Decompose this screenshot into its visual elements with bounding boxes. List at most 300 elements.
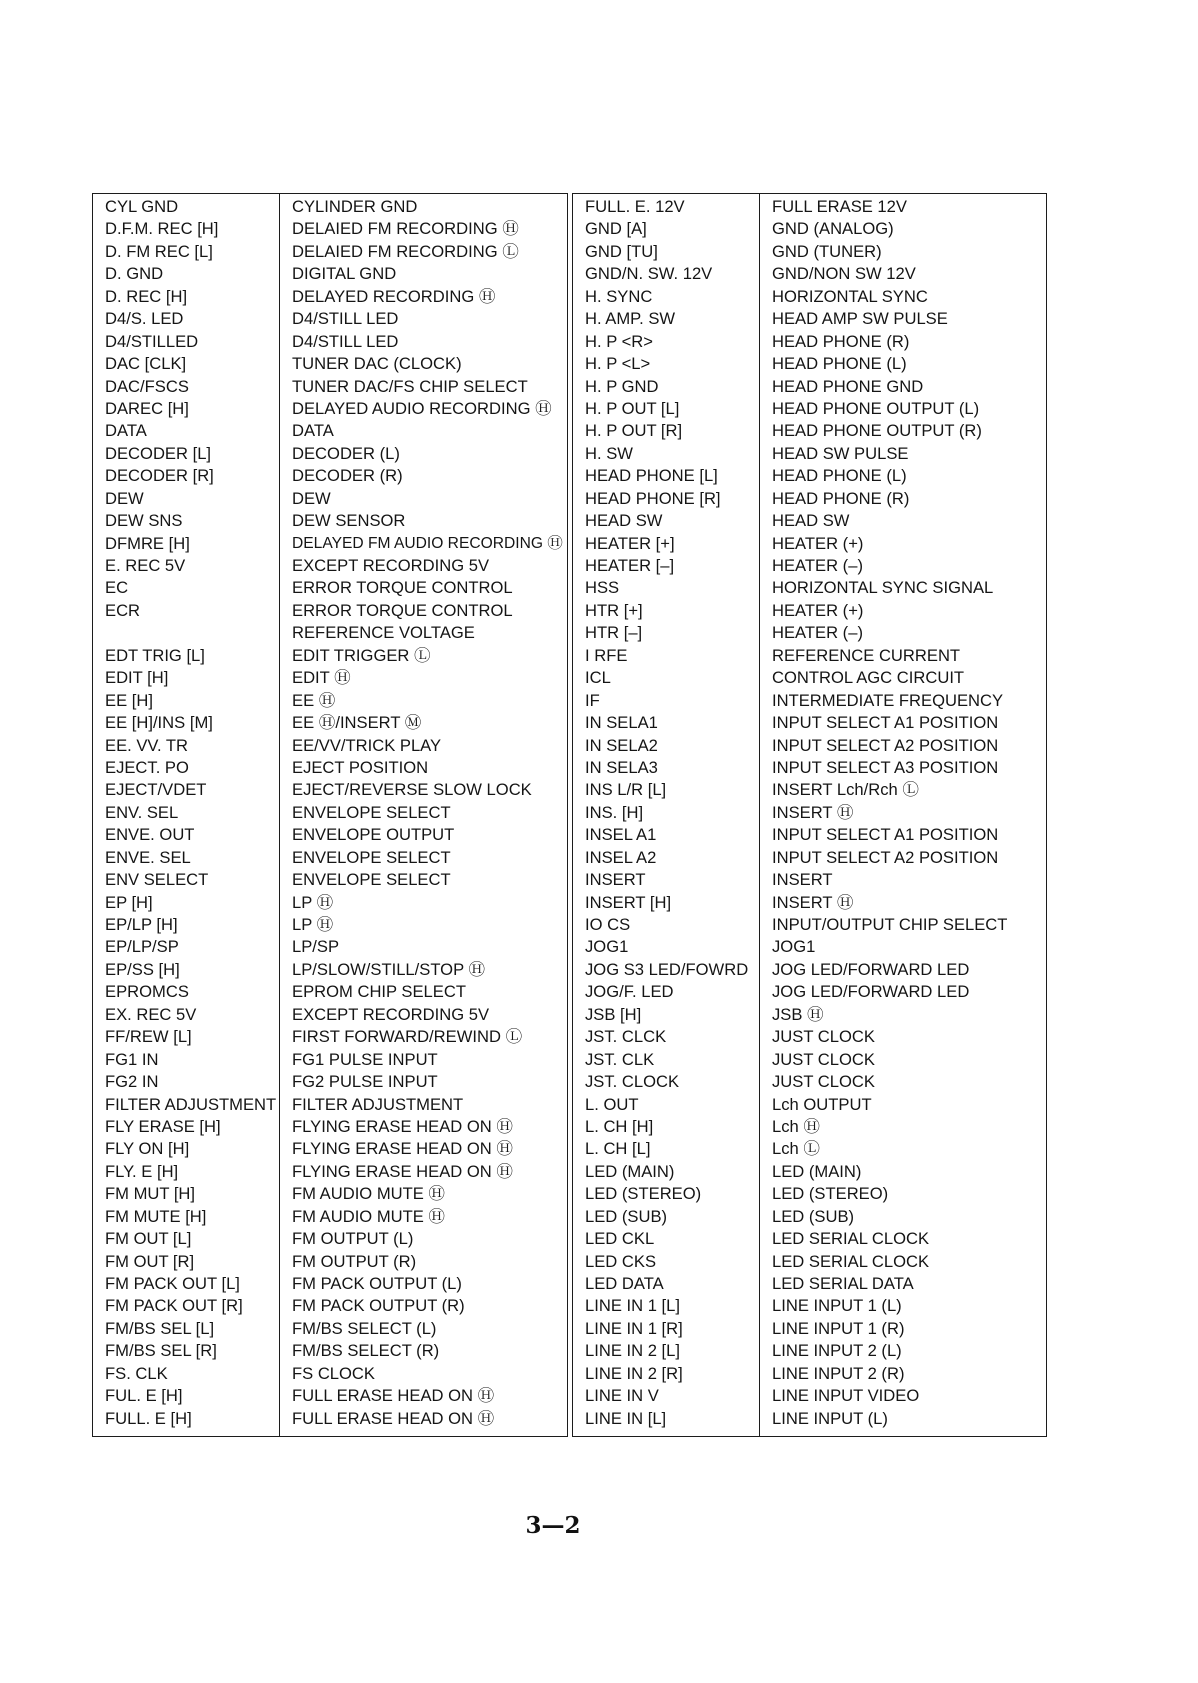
abbreviation-cell: ECR <box>105 600 141 620</box>
abbreviation-cell: H. SYNC <box>585 286 653 306</box>
table-row <box>93 600 567 622</box>
table-row <box>573 892 1046 914</box>
abbreviation-cell: EJECT. PO <box>105 757 189 777</box>
table-row <box>93 735 567 757</box>
table-body <box>93 196 567 1430</box>
description-cell: HEAD PHONE (L) <box>772 466 907 486</box>
abbreviation-cell: FLY ERASE [H] <box>105 1116 221 1136</box>
description-cell: JOG LED/FORWARD LED <box>772 959 970 979</box>
description-cell: FIRST FORWARD/REWIND Ⓛ <box>292 1027 523 1047</box>
description-cell: Lch Ⓗ <box>772 1116 820 1136</box>
abbreviation-cell: EE [H] <box>105 690 153 710</box>
description-cell: HEAD PHONE OUTPUT (L) <box>772 398 980 418</box>
table-row <box>93 1049 567 1071</box>
description-cell: EXCEPT RECORDING 5V <box>292 1004 490 1024</box>
abbreviation-cell: ENVE. OUT <box>105 825 195 845</box>
table-row <box>93 645 567 667</box>
description-cell: EPROM CHIP SELECT <box>292 982 466 1002</box>
table-row <box>573 308 1046 330</box>
description-cell: EDIT TRIGGER Ⓛ <box>292 645 431 665</box>
abbreviation-cell: INS. [H] <box>585 802 644 822</box>
table-row <box>573 981 1046 1003</box>
abbreviation-cell: HEAD PHONE [L] <box>585 466 718 486</box>
abbreviation-cell: FM OUT [L] <box>105 1229 192 1249</box>
table-row <box>573 757 1046 779</box>
abbreviation-cell: EX. REC 5V <box>105 1004 197 1024</box>
table-row <box>573 263 1046 285</box>
description-cell: FULL ERASE HEAD ON Ⓗ <box>292 1386 495 1406</box>
description-cell: INPUT SELECT A1 POSITION <box>772 825 999 845</box>
description-cell: FM PACK OUTPUT (L) <box>292 1274 462 1293</box>
abbreviation-cell: FF/REW [L] <box>105 1027 192 1047</box>
abbreviation-cell: D4/STILLED <box>105 331 199 351</box>
description-cell: INPUT SELECT A2 POSITION <box>772 735 999 755</box>
table-row <box>573 533 1046 555</box>
abbreviation-cell: FM MUT [H] <box>105 1184 196 1204</box>
description-cell: HORIZONTAL SYNC SIGNAL <box>772 578 994 598</box>
abbreviation-cell: H. P OUT [R] <box>585 421 683 441</box>
description-cell: INSERT Ⓗ <box>772 892 854 912</box>
table-row <box>93 1183 567 1205</box>
description-cell: LINE INPUT 1 (R) <box>772 1318 905 1338</box>
table-body <box>573 196 1046 1430</box>
description-cell: JUST CLOCK <box>772 1027 875 1047</box>
abbreviation-cell: IF <box>585 690 600 710</box>
abbreviation-cell: HEATER [+] <box>585 533 675 553</box>
description-cell: TUNER DAC/FS CHIP SELECT <box>292 376 528 396</box>
description-cell: EJECT POSITION <box>292 757 429 777</box>
description-cell: FM OUTPUT (R) <box>292 1251 417 1271</box>
table-row <box>93 577 567 599</box>
table-row <box>93 1273 567 1295</box>
description-cell: HEATER (–) <box>772 556 863 575</box>
abbreviation-cell: FG1 IN <box>105 1049 159 1069</box>
description-cell: REFERENCE CURRENT <box>772 645 961 665</box>
description-cell: DELAIED FM RECORDING Ⓗ <box>292 219 519 239</box>
description-cell: EE/VV/TRICK PLAY <box>292 735 442 755</box>
description-cell: LED (STEREO) <box>772 1184 889 1204</box>
abbreviation-cell: EE [H]/INS [M] <box>105 713 213 733</box>
table-row <box>93 443 567 465</box>
description-cell: INTERMEDIATE FREQUENCY <box>772 690 1004 710</box>
table-row <box>573 1116 1046 1138</box>
abbreviation-cell: INS L/R [L] <box>585 780 667 800</box>
description-cell: D4/STILL LED <box>292 309 399 329</box>
description-cell: EE Ⓗ <box>292 690 336 710</box>
abbreviation-cell: DAC/FSCS <box>105 376 189 396</box>
description-cell: DELAYED RECORDING Ⓗ <box>292 286 496 306</box>
table-row <box>93 802 567 824</box>
table-row <box>93 981 567 1003</box>
abbreviation-cell: HEATER [–] <box>585 556 675 575</box>
abbreviation-cell: FM MUTE [H] <box>105 1206 207 1226</box>
abbreviation-cell: CYL GND <box>105 197 179 216</box>
table-row <box>573 712 1046 734</box>
table-row <box>93 936 567 958</box>
table-row <box>93 959 567 981</box>
description-cell: LED (SUB) <box>772 1206 855 1226</box>
table-row <box>573 1094 1046 1116</box>
description-cell: EDIT Ⓗ <box>292 668 351 688</box>
abbreviation-cell: EPROMCS <box>105 982 189 1002</box>
abbreviation-cell: D. GND <box>105 264 164 284</box>
table-row <box>93 690 567 712</box>
description-cell: INPUT/OUTPUT CHIP SELECT <box>772 915 1008 934</box>
abbreviation-cell: H. SW <box>585 443 633 463</box>
table-row <box>573 241 1046 263</box>
abbreviation-cell: GND/N. SW. 12V <box>585 264 713 284</box>
table-row <box>93 1071 567 1093</box>
abbreviation-cell: FUL. E [H] <box>105 1386 183 1406</box>
table-row <box>573 1318 1046 1340</box>
abbreviation-cell: EDIT [H] <box>105 668 169 688</box>
description-cell: LP/SLOW/STILL/STOP Ⓗ <box>292 959 486 979</box>
abbreviation-cell: DECODER [R] <box>105 466 214 486</box>
description-cell: EJECT/REVERSE SLOW LOCK <box>292 780 532 800</box>
table-row <box>93 308 567 330</box>
abbreviation-cell <box>93 622 279 644</box>
table-row <box>573 286 1046 308</box>
abbreviation-cell: H. P GND <box>585 376 659 396</box>
abbreviation-cell: D. FM REC [L] <box>105 241 213 261</box>
abbreviation-cell: ICL <box>585 668 611 688</box>
table-row <box>573 218 1046 240</box>
description-cell: LED (MAIN) <box>772 1161 862 1181</box>
table-row <box>93 622 567 644</box>
table-row <box>93 847 567 869</box>
abbreviation-cell: FILTER ADJUSTMENT <box>105 1094 277 1114</box>
abbreviation-cell: JST. CLOCK <box>585 1072 680 1092</box>
description-cell: DEW <box>292 488 331 508</box>
table-row <box>573 1071 1046 1093</box>
table-row <box>93 1228 567 1250</box>
description-cell: INPUT SELECT A2 POSITION <box>772 847 999 867</box>
abbreviation-cell: LED (STEREO) <box>585 1184 702 1204</box>
table-row <box>93 353 567 375</box>
table-row <box>93 1026 567 1048</box>
abbreviation-cell: JOG1 <box>585 937 629 957</box>
table-row <box>573 667 1046 689</box>
table-row <box>573 1206 1046 1228</box>
abbreviation-cell: H. P <L> <box>585 354 651 374</box>
table-row <box>573 1049 1046 1071</box>
abbreviation-cell: FULL. E [H] <box>105 1408 192 1428</box>
description-cell: INSERT Lch/Rch Ⓛ <box>772 780 919 800</box>
table-row <box>573 443 1046 465</box>
description-cell: FM OUTPUT (L) <box>292 1229 414 1249</box>
abbreviation-cell: FM OUT [R] <box>105 1251 195 1271</box>
description-cell: DELAYED FM AUDIO RECORDING Ⓗ <box>292 534 563 552</box>
description-cell: LED SERIAL CLOCK <box>772 1229 930 1249</box>
table-row <box>573 1161 1046 1183</box>
description-cell: FG2 PULSE INPUT <box>292 1072 438 1092</box>
description-cell: LED SERIAL CLOCK <box>772 1251 930 1271</box>
abbreviation-cell: FS. CLK <box>105 1363 168 1383</box>
description-cell: HEAD PHONE (R) <box>772 331 910 351</box>
abbreviation-cell: FLY ON [H] <box>105 1139 190 1159</box>
abbreviation-cell: H. AMP. SW <box>585 309 676 329</box>
description-cell: ENVELOPE SELECT <box>292 802 451 822</box>
table-row <box>573 555 1046 577</box>
table-row <box>573 510 1046 532</box>
description-cell: CONTROL AGC CIRCUIT <box>772 668 965 688</box>
abbreviation-table-left <box>92 193 568 1437</box>
table-row <box>93 1340 567 1362</box>
abbreviation-cell: JOG S3 LED/FOWRD <box>585 959 749 979</box>
description-cell: DECODER (R) <box>292 466 403 486</box>
description-cell: FG1 PULSE INPUT <box>292 1049 438 1069</box>
table-row <box>573 376 1046 398</box>
description-cell: HEAD PHONE (L) <box>772 354 907 374</box>
table-row <box>573 1363 1046 1385</box>
abbreviation-cell: FLY. E [H] <box>105 1161 179 1181</box>
table-row <box>93 1385 567 1407</box>
table-row <box>93 824 567 846</box>
description-cell: HEATER (+) <box>772 533 864 553</box>
table-row <box>573 1026 1046 1048</box>
abbreviation-cell: EC <box>105 578 129 598</box>
table-row <box>93 420 567 442</box>
abbreviation-cell: LINE IN 2 [R] <box>585 1363 683 1383</box>
abbreviation-cell: EP/LP/SP <box>105 937 179 957</box>
table-row <box>573 779 1046 801</box>
description-cell: DELAYED AUDIO RECORDING Ⓗ <box>292 398 552 418</box>
table-row <box>93 712 567 734</box>
table-row <box>573 802 1046 824</box>
description-cell: GND (ANALOG) <box>772 219 894 239</box>
table-row <box>93 667 567 689</box>
abbreviation-cell: IN SELA3 <box>585 757 658 777</box>
abbreviation-cell: ENV SELECT <box>105 870 209 890</box>
description-cell: LP Ⓗ <box>292 892 334 912</box>
abbreviation-cell: LINE IN [L] <box>585 1408 667 1428</box>
abbreviation-cell: JOG/F. LED <box>585 982 674 1002</box>
description-cell: INPUT SELECT A1 POSITION <box>772 713 999 733</box>
abbreviation-cell: H. P OUT [L] <box>585 398 680 418</box>
table-row <box>93 533 567 555</box>
abbreviation-cell: INSEL A1 <box>585 825 657 845</box>
table-row <box>573 1251 1046 1273</box>
abbreviation-cell: EP/SS [H] <box>105 959 180 979</box>
description-cell: ERROR TORQUE CONTROL <box>292 600 513 620</box>
table-row <box>93 757 567 779</box>
description-cell: ENVELOPE OUTPUT <box>292 825 455 845</box>
description-cell: CYLINDER GND <box>292 197 418 216</box>
abbreviation-cell: LINE IN 2 [L] <box>585 1341 680 1361</box>
table-row <box>573 1340 1046 1362</box>
description-cell: D4/STILL LED <box>292 331 399 351</box>
table-row <box>93 196 567 218</box>
description-cell: ERROR TORQUE CONTROL <box>292 578 513 598</box>
description-cell: FM/BS SELECT (L) <box>292 1318 437 1338</box>
table-row <box>573 936 1046 958</box>
table-row <box>573 577 1046 599</box>
description-cell: LINE INPUT VIDEO <box>772 1386 920 1406</box>
description-cell: HEAD SW PULSE <box>772 443 909 463</box>
abbreviation-cell: EP [H] <box>105 892 153 912</box>
abbreviation-cell: HEAD SW <box>585 511 663 531</box>
description-cell: JOG LED/FORWARD LED <box>772 982 970 1002</box>
table-row <box>573 645 1046 667</box>
description-cell: LP/SP <box>292 937 340 957</box>
description-cell: FS CLOCK <box>292 1363 375 1383</box>
table-row <box>573 1228 1046 1250</box>
abbreviation-cell: JST. CLCK <box>585 1027 667 1047</box>
abbreviation-cell: FM/BS SEL [L] <box>105 1318 215 1338</box>
abbreviation-cell: IN SELA1 <box>585 713 658 733</box>
abbreviation-cell: LINE IN V <box>585 1386 659 1406</box>
description-cell: LP Ⓗ <box>292 915 334 934</box>
abbreviation-cell: D4/S. LED <box>105 309 184 329</box>
table-row <box>573 1004 1046 1026</box>
description-cell: Lch OUTPUT <box>772 1094 872 1114</box>
description-cell: JSB Ⓗ <box>772 1004 824 1024</box>
table-row <box>573 1273 1046 1295</box>
description-cell: LINE INPUT 2 (R) <box>772 1363 905 1383</box>
table-row <box>93 1318 567 1340</box>
description-cell: HEATER (+) <box>772 600 864 620</box>
description-cell: HEAD AMP SW PULSE <box>772 309 948 329</box>
table-row <box>93 286 567 308</box>
description-cell: DIGITAL GND <box>292 264 397 284</box>
description-cell: DEW SENSOR <box>292 511 406 531</box>
description-cell: TUNER DAC (CLOCK) <box>292 354 462 374</box>
table-row <box>93 1251 567 1273</box>
abbreviation-cell: EJECT/VDET <box>105 780 207 800</box>
description-cell: ENVELOPE SELECT <box>292 870 451 890</box>
table-row <box>93 488 567 510</box>
description-cell: ENVELOPE SELECT <box>292 847 451 867</box>
table-row <box>573 196 1046 218</box>
description-cell: HEATER (–) <box>772 623 863 643</box>
abbreviation-cell: H. P <R> <box>585 331 653 351</box>
table-row <box>93 1138 567 1160</box>
table-row <box>573 353 1046 375</box>
description-cell: DECODER (L) <box>292 443 400 463</box>
table-row <box>573 1183 1046 1205</box>
abbreviation-table-right <box>572 193 1047 1437</box>
table-row <box>93 1295 567 1317</box>
table-row <box>93 892 567 914</box>
abbreviation-cell: IO CS <box>585 915 631 934</box>
abbreviation-cell: HSS <box>585 578 620 598</box>
description-cell: HORIZONTAL SYNC <box>772 286 928 306</box>
table-row <box>93 914 567 936</box>
table-row <box>573 735 1046 757</box>
abbreviation-cell: ENVE. SEL <box>105 847 191 867</box>
table-row <box>573 959 1046 981</box>
description-cell: INSERT <box>772 870 833 890</box>
abbreviation-cell: JST. CLK <box>585 1049 655 1069</box>
abbreviation-cell: INSEL A2 <box>585 847 657 867</box>
table-row <box>93 1161 567 1183</box>
description-cell: GND (TUNER) <box>772 241 882 261</box>
abbreviation-cell: L. CH [H] <box>585 1116 654 1136</box>
description-cell: INPUT SELECT A3 POSITION <box>772 757 999 777</box>
table-row <box>573 914 1046 936</box>
abbreviation-cell: EE. VV. TR <box>105 735 189 755</box>
description-cell: DATA <box>292 421 334 441</box>
description-cell: REFERENCE VOLTAGE <box>292 623 475 643</box>
description-cell: FLYING ERASE HEAD ON Ⓗ <box>292 1161 513 1181</box>
abbreviation-cell: JSB [H] <box>585 1004 642 1024</box>
description-cell: Lch Ⓛ <box>772 1139 820 1159</box>
table-row <box>573 488 1046 510</box>
table-row <box>93 869 567 891</box>
abbreviation-cell: HEAD PHONE [R] <box>585 488 721 508</box>
abbreviation-cell: LED DATA <box>585 1274 664 1293</box>
abbreviation-cell: LINE IN 1 [L] <box>585 1296 680 1316</box>
abbreviation-cell: I RFE <box>585 645 628 665</box>
description-cell: EXCEPT RECORDING 5V <box>292 556 490 575</box>
table-row <box>93 398 567 420</box>
table-row <box>93 1408 567 1430</box>
table-row <box>573 824 1046 846</box>
table-row <box>573 398 1046 420</box>
abbreviation-cell: DFMRE [H] <box>105 533 190 553</box>
abbreviation-cell: L. CH [L] <box>585 1139 651 1159</box>
abbreviation-cell: DATA <box>105 421 147 441</box>
abbreviation-cell: GND [TU] <box>585 241 658 261</box>
table-row <box>93 555 567 577</box>
abbreviation-cell: FULL. E. 12V <box>585 197 685 216</box>
abbreviation-cell: LINE IN 1 [R] <box>585 1318 683 1338</box>
description-cell: JOG1 <box>772 937 816 957</box>
description-cell: DELAIED FM RECORDING Ⓛ <box>292 241 519 261</box>
description-cell: HEAD PHONE (R) <box>772 488 910 508</box>
abbreviation-cell: IN SELA2 <box>585 735 658 755</box>
table-row <box>573 465 1046 487</box>
table-row <box>573 1385 1046 1407</box>
abbreviation-cell: FM PACK OUT [R] <box>105 1296 243 1316</box>
table-row <box>573 331 1046 353</box>
table-row <box>93 1004 567 1026</box>
description-cell: FLYING ERASE HEAD ON Ⓗ <box>292 1116 513 1136</box>
abbreviation-cell: HTR [+] <box>585 600 643 620</box>
abbreviation-cell: LED (MAIN) <box>585 1161 675 1181</box>
table-row <box>573 420 1046 442</box>
description-cell: FULL ERASE HEAD ON Ⓗ <box>292 1408 495 1428</box>
abbreviation-cell: INSERT <box>585 870 646 890</box>
abbreviation-cell: FM/BS SEL [R] <box>105 1341 217 1361</box>
description-cell: HEAD SW <box>772 511 850 531</box>
table-row <box>573 1138 1046 1160</box>
description-cell: FM AUDIO MUTE Ⓗ <box>292 1206 446 1226</box>
description-cell: EE Ⓗ/INSERT Ⓜ <box>292 713 422 733</box>
description-cell: INSERT Ⓗ <box>772 802 854 822</box>
abbreviation-cell: DAREC [H] <box>105 398 189 418</box>
description-cell: FM PACK OUTPUT (R) <box>292 1296 465 1316</box>
description-cell: LED SERIAL DATA <box>772 1274 914 1293</box>
table-row <box>573 1408 1046 1430</box>
description-cell: JUST CLOCK <box>772 1049 875 1069</box>
abbreviation-cell: E. REC 5V <box>105 556 186 575</box>
table-row <box>93 263 567 285</box>
table-row <box>573 1295 1046 1317</box>
description-cell: FULL ERASE 12V <box>772 197 907 216</box>
abbreviation-cell: D.F.M. REC [H] <box>105 219 219 239</box>
table-row <box>93 376 567 398</box>
abbreviation-cell: L. OUT <box>585 1094 639 1114</box>
abbreviation-cell: LED CKS <box>585 1251 657 1271</box>
abbreviation-cell: DEW <box>105 488 144 508</box>
abbreviation-cell: GND [A] <box>585 219 647 239</box>
abbreviation-cell: FG2 IN <box>105 1072 159 1092</box>
abbreviation-cell: DEW SNS <box>105 511 183 531</box>
description-cell: FM/BS SELECT (R) <box>292 1341 440 1361</box>
description-cell: HEAD PHONE GND <box>772 376 924 396</box>
table-row <box>93 1116 567 1138</box>
